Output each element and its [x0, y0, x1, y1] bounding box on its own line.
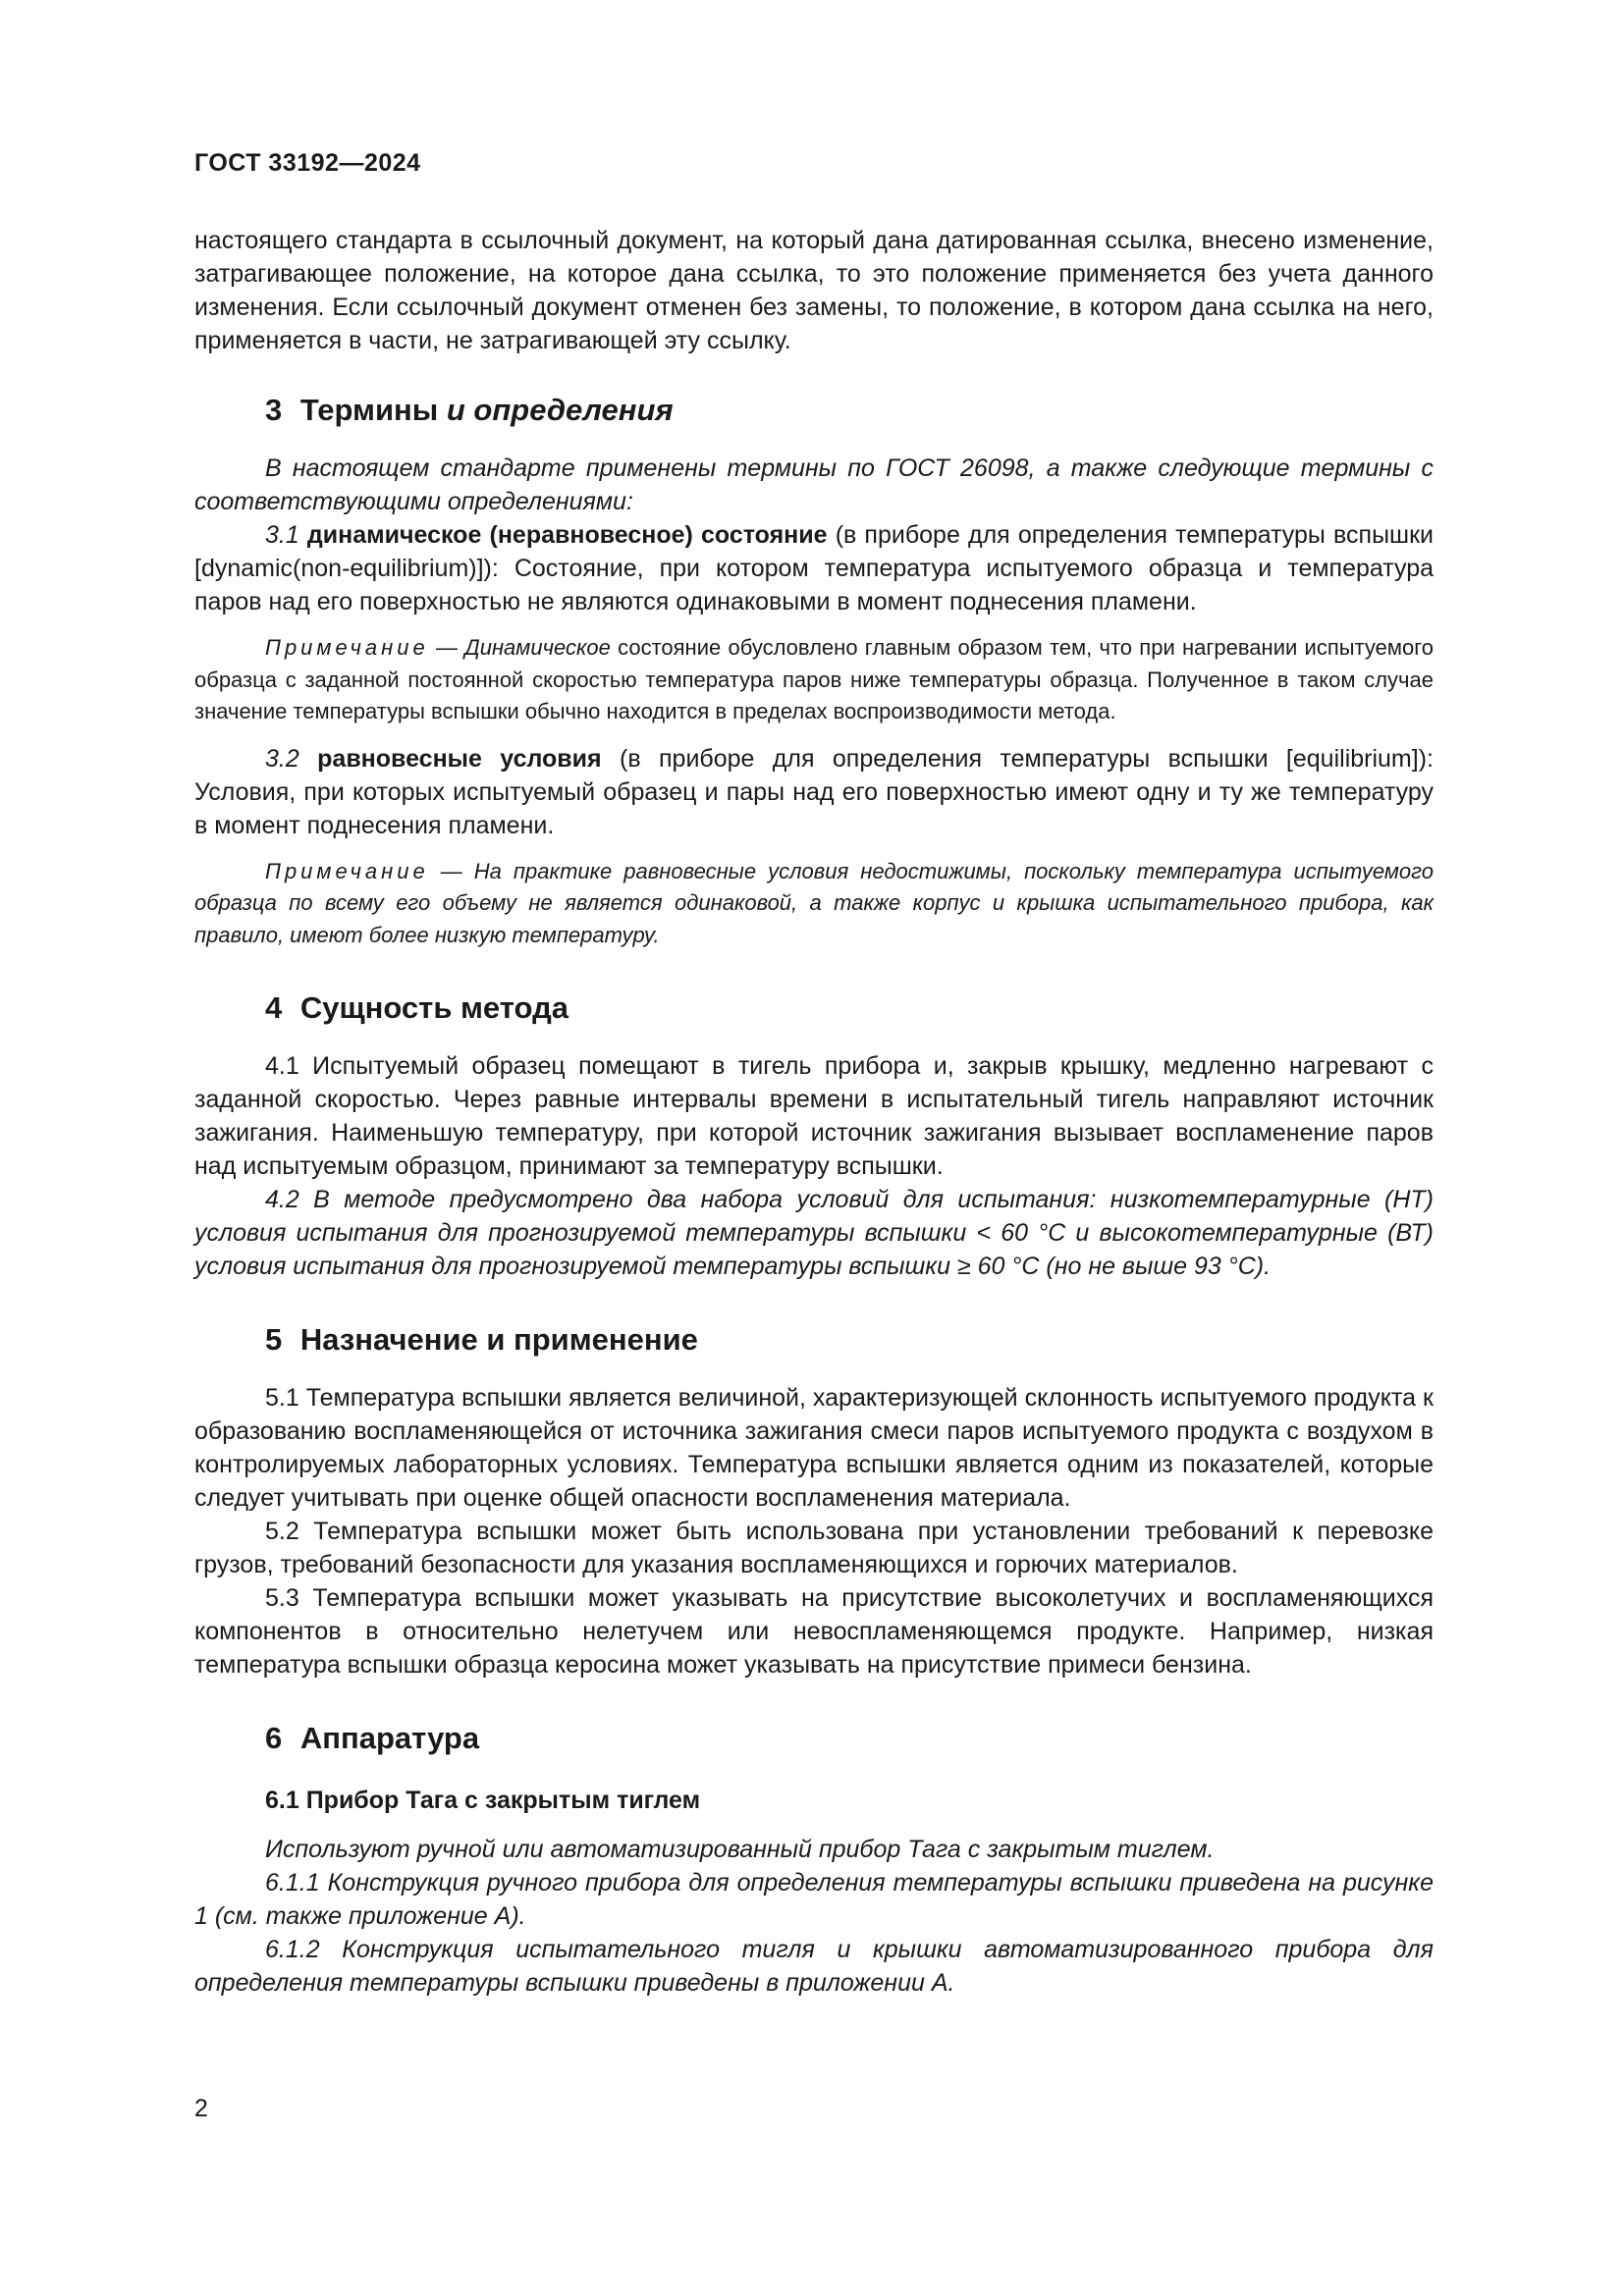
- section-3-title-italic: и определения: [446, 393, 674, 427]
- term-3-1-definition: (в приборе для определения температуры вспышки [dynamic(non-equilibrium)]): Состояние, при котором температура испытуемого образца и температура паров над его поверхностью не являются одинаковыми в момент поднесения пламени.: [194, 521, 1434, 615]
- section-3-intro: В настоящем стандарте применены термины по ГОСТ 26098, а также следующие термины с соответствующими определениями:: [194, 454, 1434, 515]
- note-3-1-word: Динамическое: [464, 635, 611, 660]
- paragraph-4-1: 4.1 Испытуемый образец помещают в тигель прибора и, закрыв крышку, медленно нагревают с заданной скоростью. Через равные интервалы времени в испытательный тигель направляют источник зажигания. Наименьшую температуру, при которой источник зажигания вызывает воспламенение паров над испытуемым образцом, принимают за температуру вспышки.: [194, 1052, 1434, 1180]
- section-5-number: 5: [265, 1322, 283, 1357]
- section-6-title: Аппаратура: [299, 1721, 480, 1755]
- section-4-heading: [194, 988, 1434, 1028]
- section-3-heading: [194, 391, 1434, 430]
- section-4-title: Сущность метода: [299, 990, 568, 1025]
- note-3-1-label: Примечание: [265, 635, 429, 660]
- note-3-2: [194, 856, 1434, 952]
- intro-paragraph: настоящего стандарта в ссылочный документ, на который дана датированная ссылка, внесено изменение, затрагивающее положение, на которое дана ссылка, то это положение применяется без учета данного изменения. Если ссылочный документ отменен без замены, то положение, в котором дана ссылка на него, применяется в части, не затрагивающей эту ссылку.: [194, 227, 1434, 354]
- note-3-1-text: состояние обусловлено главным образом тем, что при нагревании испытуемого образца с заданной постоянной скоростью температура паров ниже температуры образца. Полученное в таком случае значение температуры вспышки обычно находится в пределах воспроизводимости метода.: [194, 635, 1434, 723]
- section-5-heading: [194, 1320, 1434, 1360]
- note-3-1-dash: —: [428, 635, 465, 660]
- paragraph-5-2: 5.2 Температура вспышки может быть использована при установлении требований к перевозке грузов, требований безопасности для указания воспламеняющихся и горючих материалов.: [194, 1518, 1434, 1578]
- page-content: [194, 224, 1434, 2000]
- paragraph-6-1-2: 6.1.2 Конструкция испытательного тигля и крышки автоматизированного прибора для определения температуры вспышки приведены в приложении А.: [194, 1936, 1434, 1997]
- page-number: 2: [194, 2095, 208, 2122]
- paragraph-6-1-1: 6.1.1 Конструкция ручного прибора для определения температуры вспышки приведена на рисунке 1 (см. также приложение А).: [194, 1869, 1434, 1930]
- section-4-number: 4: [265, 990, 283, 1025]
- term-3-2-term: равновесные условия: [317, 744, 602, 773]
- term-3-1: [194, 518, 1434, 618]
- term-3-1-term: динамическое (неравновесное) состояние: [306, 521, 828, 549]
- section-6-number: 6: [265, 1721, 283, 1755]
- section-3-number: 3: [265, 393, 283, 427]
- paragraph-5-3: 5.3 Температура вспышки может указывать на присутствие высоколетучих и воспламеняющихся компонентов в относительно нелетучем или невоспламеняющемся продукте. Например, низкая температура вспышки образца керосина может указывать на присутствие примеси бензина.: [194, 1584, 1434, 1679]
- section-6-heading: [194, 1719, 1434, 1758]
- section-5-title: Назначение и применение: [299, 1322, 698, 1357]
- document-id-header: ГОСТ 33192—2024: [194, 149, 421, 177]
- paragraph-5-1: 5.1 Температура вспышки является величиной, характеризующей склонность испытуемого продукта к образованию воспламеняющейся от источника зажигания смеси паров испытуемого продукта с воздухом в контролируемых лабораторных условиях. Температура вспышки является одним из показателей, которые следует учитывать при оценке общей опасности воспламенения материала.: [194, 1384, 1434, 1512]
- term-3-1-number: 3.1: [265, 521, 299, 549]
- note-3-1: [194, 632, 1434, 728]
- paragraph-6-1: Используют ручной или автоматизированный прибор Тага с закрытым тиглем.: [265, 1836, 1215, 1863]
- note-3-2-label: Примечание: [265, 858, 429, 883]
- term-3-2: [194, 742, 1434, 842]
- subsection-6-1-heading: 6.1 Прибор Тага с закрытым тиглем: [265, 1787, 701, 1814]
- note-3-2-text: — На практике равновесные условия недостижимы, поскольку температура испытуемого образца по всему его объему не является одинаковой, а также корпус и крышка испытательного прибора, как правило, имеют более низкую температуру.: [194, 858, 1434, 947]
- section-3-title-regular: Термины: [299, 393, 439, 427]
- paragraph-4-2: 4.2 В методе предусмотрено два набора условий для испытания: низкотемпературные (НТ) условия испытания для прогнозируемой температуры вспышки < 60 °С и высокотемпературные (ВТ) условия испытания для прогнозируемой температуры вспышки ≥ 60 °С (но не выше 93 °С).: [194, 1186, 1434, 1280]
- term-3-2-number: 3.2: [265, 744, 299, 773]
- term-3-2-definition: (в приборе для определения температуры вспышки [equilibrium]): Условия, при которых испытуемый образец и пары над его поверхностью имеют одну и ту же температуру в момент поднесения пламени.: [194, 744, 1434, 839]
